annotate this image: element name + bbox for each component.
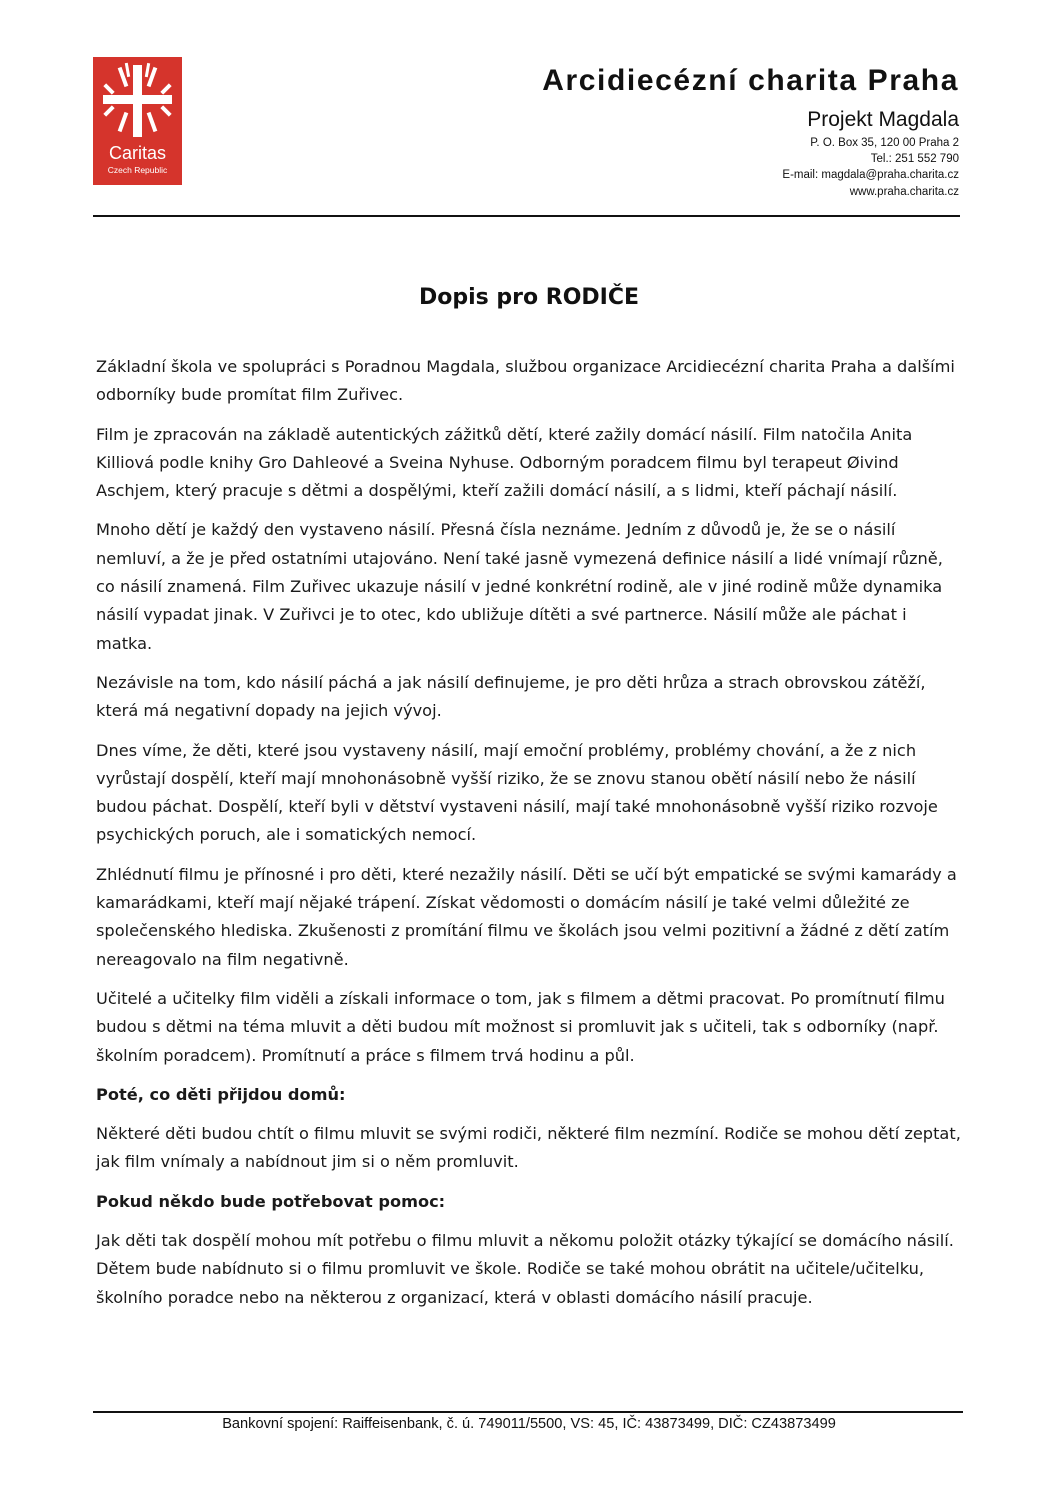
paragraph-help: Jak děti tak dospělí mohou mít potřebu o filmu mluvit a někomu položit otázky týkající se domácího násilí. Dětem bude nabídnuto si o filmu promluvit ve škole. Rodiče se také mohou obrátit na učitele/učitelku, školního poradce nebo na některou z organizací, která v oblasti domácího násilí pracuje. [96,1231,954,1307]
organization-name: Arcidiecézní charita Praha [542,64,959,97]
paragraph-benefits: Zhlédnutí filmu je přínosné i pro děti, které nezažily násilí. Děti se učí být empatické se svými kamarády a kamarádkami, kteří mají nějaké trápení. Získat vědomosti o domácím násilí je také velmi důležité ze společenského hlediska. Zkušenosti z promítání filmu ve školách jsou velmi pozitivní a žádné z dětí zatím nereagovalo na film negativně. [96,864,957,969]
paragraph-consequences: Dnes víme, že děti, které jsou vystaveny násilí, mají emoční problémy, problémy chování, a že z nich vyrůstají dospělí, kteří mají mnohonásobně vyšší riziko, že se znovu stanou obětí násilí nebo že násilí budou páchat. Dospělí, kteří byli v dětství vystaveni násilí, mají také mnohonásobně vyšší riziko rozvoje psychických poruch, ale i somatických nemocí. [96,740,938,845]
page-title: Dopis pro RODIČE [418,285,640,310]
paragraph-intro: Základní škola ve spolupráci s Poradnou Magdala, službou organizace Arcidiecézní charita Praha a dalšími odborníky bude promítat film Zuřivec. [96,357,955,405]
footer-divider [93,1411,963,1413]
paragraph-impact: Nezávisle na tom, kdo násilí páchá a jak násilí definujeme, je pro děti hrůza a strach obrovskou zátěží, která má negativní dopady na jejich vývoj. [96,672,926,721]
caritas-logo [93,57,182,185]
contact-email[interactable]: E-mail: magdala@praha.charita.cz [782,169,959,181]
contact-address: P. O. Box 35, 120 00 Praha 2 [810,137,959,149]
paragraph-home: Některé děti budou chtít o filmu mluvit se svými rodiči, některé film nezmíní. Rodiče se mohou dětí zeptat, jak film vnímaly a nabídnout jim si o něm promluvit. [96,1124,961,1172]
footer-bank-info: Bankovní spojení: Raiffeisenbank, č. ú. 749011/5500, VS: 45, IČ: 43873499, DIČ: CZ43873499 [222,1416,836,1432]
contact-phone: Tel.: 251 552 790 [870,153,959,165]
header-divider [93,215,960,217]
caritas-cross-icon [93,57,182,143]
letter-body [96,353,964,1323]
paragraph-violence: Mnoho dětí je každý den vystaveno násilí. Přesná čísla neznáme. Jedním z důvodů je, že se o násilí nemluví, a že je před ostatními utajováno. Není také jasně vymezená definice násilí a lidé vnímají různě, co násilí znamená. Film Zuřivec ukazuje násilí v jedné konkrétní rodině, ale v jiné rodině může dynamika násilí vypadat jinak. V Zuřivci je to otec, kdo ubližuje dítěti a své partnerce. Násilí může ale páchat i matka. [96,520,943,653]
project-name: Projekt Magdala [807,108,959,131]
logo-name: Caritas [108,143,166,163]
section-heading-home: Poté, co děti přijdou domů: [96,1084,346,1104]
logo-subtitle: Czech Republic [107,165,168,175]
paragraph-teachers: Učitelé a učitelky film viděli a získali informace o tom, jak s filmem a dětmi pracovat. Po promítnutí filmu budou s dětmi na téma mluvit a děti budou mít možnost si promluvit jak s učiteli, tak s odborníky (např. školním poradcem). Promítnutí a práce s filmem trvá hodinu a půl. [96,988,945,1065]
contact-web[interactable]: www.praha.charita.cz [849,186,959,198]
paragraph-film: Film je zpracován na základě autentických zážitků dětí, které zažily domácí násilí. Film natočila Anita Killiová podle knihy Gro Dahleové a Sveina Nyhuse. Odborným poradcem filmu byl terapeut Øivind Aschjem, který pracuje s dětmi a dospělými, kteří zažili domácí násilí, a s lidmi, kteří páchají násilí. [96,424,913,501]
section-heading-help: Pokud někdo bude potřebovat pomoc: [96,1191,446,1211]
